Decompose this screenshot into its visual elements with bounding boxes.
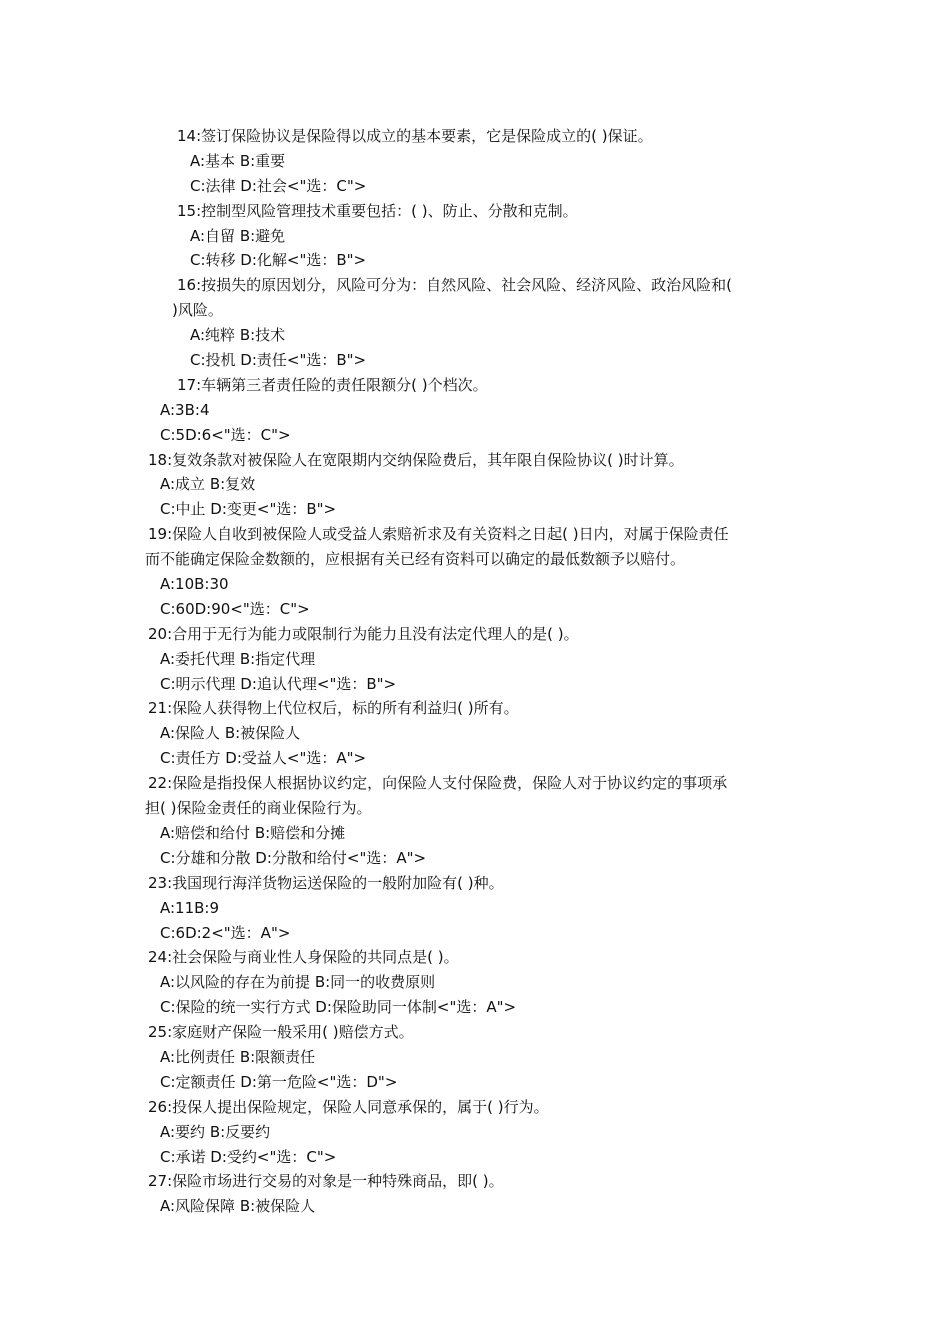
question-23: 23:我国现行海洋货物运送保险的一般附加险有( )种。 [148, 873, 504, 892]
options-a-b: A:10B:30 [160, 575, 229, 594]
options-a-b: A:纯粹 B:技术 [190, 326, 286, 345]
options-c-d-answer: C:明示代理 D:追认代理<"选：B"> [160, 674, 397, 693]
question-16-continued: )风险。 [172, 301, 223, 320]
options-c-d-answer: C:法律 D:社会<"选：C"> [190, 176, 367, 195]
options-a-b: A:基本 B:重要 [190, 151, 286, 170]
question-20: 20:合用于无行为能力或限制行为能力且没有法定代理人的是( )。 [148, 624, 579, 643]
options-c-d-answer: C:转移 D:化解<"选：B"> [190, 251, 367, 270]
options-a-b: A:11B:9 [160, 898, 220, 917]
question-21: 21:保险人获得物上代位权后，标的所有利益归( )所有。 [148, 699, 519, 718]
options-a-b: A:保险人 B:被保险人 [160, 724, 301, 743]
options-a-b: A:比例责任 B:限额责任 [160, 1047, 316, 1066]
question-24: 24:社会保险与商业性人身保险的共同点是( )。 [148, 948, 459, 967]
question-19: 19:保险人自收到被保险人或受益人索赔祈求及有关资料之日起( )日内，对属于保险责任 [148, 525, 729, 544]
question-17: 17:车辆第三者责任险的责任限额分( )个档次。 [177, 375, 488, 394]
options-c-d-answer: C:保险的统一实行方式 D:保险助同一体制<"选：A"> [160, 998, 517, 1017]
options-c-d-answer: C:责任方 D:受益人<"选：A"> [160, 749, 367, 768]
options-a-b: A:要约 B:反要约 [160, 1122, 271, 1141]
question-19-continued: 而不能确定保险金数额的，应根据有关已经有资料可以确定的最低数额予以赔付。 [145, 550, 686, 569]
options-c-d-answer: C:6D:2<"选：A"> [160, 923, 291, 942]
question-26: 26:投保人提出保险规定，保险人同意承保的，属于( )行为。 [148, 1097, 549, 1116]
options-c-d-answer: C:60D:90<"选：C"> [160, 599, 310, 618]
question-22-continued: 担( )保险金责任的商业保险行为。 [145, 799, 372, 818]
question-18: 18:复效条款对被保险人在宽限期内交纳保险费后，其年限自保险协议( )时计算。 [148, 450, 684, 469]
question-16: 16:按损失的原因划分，风险可分为：自然风险、社会风险、经济风险、政治风险和( [177, 276, 732, 295]
options-a-b: A:自留 B:避免 [190, 226, 286, 245]
question-22: 22:保险是指投保人根据协议约定，向保险人支付保险费，保险人对于协议约定的事项承 [148, 774, 728, 793]
options-a-b: A:风险保障 B:被保险人 [160, 1197, 316, 1216]
options-c-d-answer: C:承诺 D:受约<"选：C"> [160, 1147, 337, 1166]
options-a-b: A:赔偿和给付 B:赔偿和分摊 [160, 823, 346, 842]
question-14: 14:签订保险协议是保险得以成立的基本要素，它是保险成立的( )保证。 [177, 127, 653, 145]
options-c-d-answer: C:5D:6<"选：C"> [160, 425, 291, 444]
options-c-d-answer: C:定额责任 D:第一危险<"选：D"> [160, 1072, 398, 1091]
options-c-d-answer: C:投机 D:责任<"选：B"> [190, 351, 367, 370]
options-c-d-answer: C:中止 D:变更<"选：B"> [160, 500, 337, 519]
options-a-b: A:成立 B:复效 [160, 475, 256, 494]
options-a-b: A:以风险的存在为前提 B:同一的收费原则 [160, 973, 436, 992]
options-a-b: A:委托代理 B:指定代理 [160, 649, 316, 668]
question-list [0, 124, 950, 1219]
options-a-b: A:3B:4 [160, 400, 210, 419]
options-c-d-answer: C:分雄和分散 D:分散和给付<"选：A"> [160, 848, 427, 867]
question-15: 15:控制型风险管理技术重要包括：( )、防止、分散和克制。 [177, 201, 578, 220]
question-27: 27:保险市场进行交易的对象是一种特殊商品，即( )。 [148, 1172, 504, 1191]
question-25: 25:家庭财产保险一般采用( )赔偿方式。 [148, 1023, 414, 1042]
